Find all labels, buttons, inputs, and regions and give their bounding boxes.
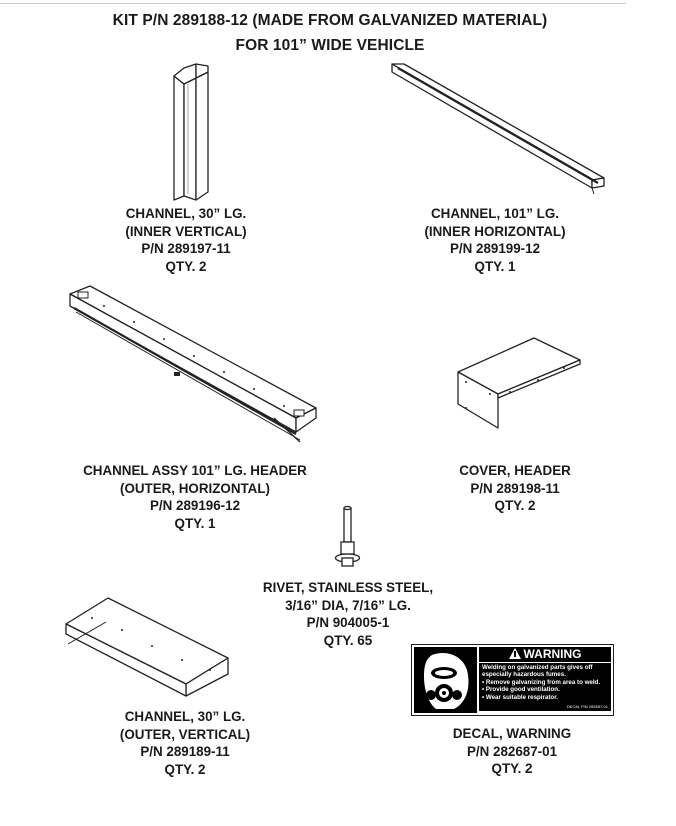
decal-warning-text: Welding on galvanized parts gives off especially hazardous fumes. • Remove galvanizing from area to weld. • Provide good ventilation. • Wear suitable respirator. DECAL P/N 282687-01: [479, 663, 611, 711]
part-label-header-cover: COVER, HEADER P/N 289198-11 QTY. 2: [459, 463, 571, 513]
part-label-inner-vertical-channel: CHANNEL, 30” LG. (INNER VERTICAL) P/N 289197-11 QTY. 2: [125, 206, 247, 274]
kit-title: KIT P/N 289188-12 (MADE FROM GALVANIZED MATERIAL): [112, 12, 548, 29]
top-rule: [0, 3, 626, 4]
part-label-inner-horizontal-channel: CHANNEL, 101” LG. (INNER HORIZONTAL) P/N 289199-12 QTY. 1: [424, 206, 566, 274]
header-cover-drawing: [452, 334, 584, 430]
decal-part-number: DECAL P/N 282687-01: [566, 703, 608, 709]
kit-subtitle: FOR 101” WIDE VEHICLE: [235, 37, 425, 54]
part-label-rivet: RIVET, STAINLESS STEEL, 3/16” DIA, 7/16” LG. P/N 904005-1 QTY. 65: [262, 580, 434, 648]
part-label-outer-horizontal-header: CHANNEL ASSY 101” LG. HEADER (OUTER, HORIZONTAL) P/N 289196-12 QTY. 1: [83, 463, 307, 531]
respirator-mask-icon: [414, 647, 477, 713]
outer-vertical-channel-drawing: [62, 594, 234, 698]
inner-vertical-channel-drawing: [166, 64, 212, 204]
part-label-outer-vertical-channel: CHANNEL, 30” LG. (OUTER, VERTICAL) P/N 289189-11 QTY. 2: [119, 709, 251, 777]
warning-triangle-icon: [509, 648, 521, 659]
rivet-drawing: [334, 506, 362, 570]
warning-decal: [411, 644, 614, 716]
part-label-warning-decal: DECAL, WARNING P/N 282687-01 QTY. 2: [452, 726, 572, 776]
outer-horizontal-header-drawing: [64, 284, 320, 444]
decal-warning-header: WARNING: [479, 647, 611, 662]
inner-horizontal-channel-drawing: [388, 60, 610, 196]
